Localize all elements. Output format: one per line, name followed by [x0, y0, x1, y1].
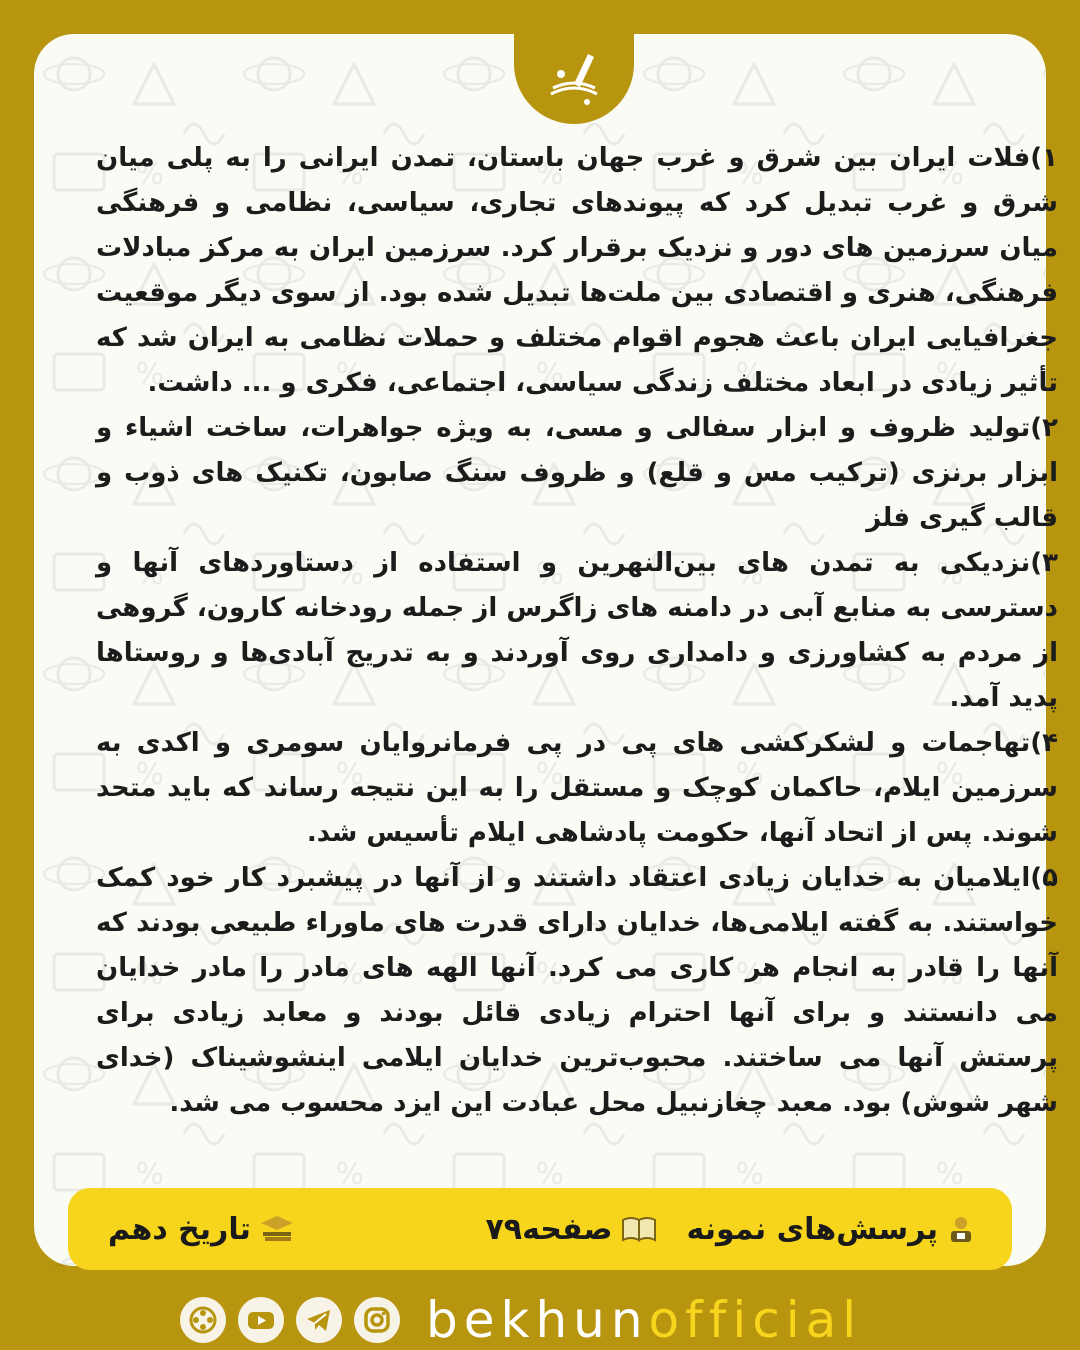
content-card — [34, 34, 1058, 1266]
youtube-icon[interactable] — [238, 1297, 284, 1343]
answer-paragraph-1: ۱)فلات ایران بین شرق و غرب جهان باستان، تمدن ایرانی را به پلی میان شرق و غرب تبدیل کرد که پیوندهای تجاری، سیاسی، نظامی و فرهنگی میان سرزمین های دور و نزدیک برقرار کرد. سرزمین ایران به مرکز مبادلات فرهنگی، هنری و اقتصادی بین ملت‌ها تبدیل شده بود. از سوی دیگر موقعیت جغرافیایی ایران باعث هجوم اقوام مختلف و حملات نظامی به ایران شد که تأثیر زیادی در ابعاد مختلف زندگی سیاسی، اجتماعی، فکری و ... داشت. — [96, 143, 1058, 398]
footer-topic-label: پرسش‌های نمونه — [686, 1211, 938, 1247]
answer-paragraph-5: ۵)ایلامیان به خدایان زیادی اعتقاد داشتند و از آنها در پیشبرد کار خود کمک خواستند. به گفته ایلامی‌ها، خدایان دارای قدرت های ماوراء طبیعی بودند که آنها را قادر به انجام هر کاری می کرد. آنها الهه های مادر را مادر خدایان می دانستند و برای آنها احترام زیادی قائل بودند و معابد زیادی برای پرستش آنها می ساختند. محبوب‌ترین خدایان ایلامی اینشوشیناک (خدای شهر شوش) بود. معبد چغازنبیل محل عبادت این ایزد محسوب می شد. — [96, 863, 1058, 1118]
footer-page — [485, 1212, 656, 1247]
social-bar — [180, 1292, 862, 1348]
footer-page-label: صفحه۷۹ — [485, 1211, 613, 1247]
footer-right-group — [485, 1212, 976, 1247]
answer-paragraph-2: ۲)تولید ظروف و ابزار سفالی و مسی، به ویژه جواهرات، ساخت اشیاء و ابزار برنزی (ترکیب مس و قلع) و ظروف سنگ صابون، تکنیک های ذوب و قالب گیری فلز — [96, 413, 1058, 533]
footer-subject — [108, 1212, 295, 1247]
answer-paragraph-4: ۴)تهاجمات و لشکرکشی های پی در پی فرمانروایان سومری و اکدی به سرزمین ایلام، حاکمان کوچک و مستقل را به این نتیجه رساند که باید متحد شوند. پس از اتحاد آنها، حکومت پادشاهی ایلام تأسیس شد. — [96, 728, 1058, 848]
telegram-icon[interactable] — [296, 1297, 342, 1343]
answers-text — [96, 136, 1058, 1126]
graduation-books-icon — [259, 1214, 295, 1244]
footer-topic — [687, 1212, 976, 1247]
answer-paragraph-3: ۳)نزدیکی به تمدن های بین‌النهرین و استفاده از دستاوردهای آنها و دسترسی به منابع آبی در دامنه های زاگرس از جمله رودخانه کارون، گروهی از مردم به کشاورزی و دامداری روی آوردند و به تدریج آبادی‌ها و روستاها پدید آمد. — [96, 548, 1058, 713]
instagram-icon[interactable] — [354, 1297, 400, 1343]
logo-badge — [514, 34, 634, 124]
brand-handle-part1: bekhun — [426, 1291, 649, 1349]
footer-info-bar — [68, 1188, 1012, 1270]
brand-handle[interactable] — [426, 1292, 862, 1348]
brand-handle-part2: official — [648, 1291, 863, 1349]
book-pen-logo-icon — [539, 44, 609, 114]
footer-subject-label: تاریخ دهم — [108, 1211, 251, 1247]
aparat-icon[interactable] — [180, 1297, 226, 1343]
teacher-icon — [946, 1214, 976, 1244]
open-book-icon — [621, 1214, 657, 1244]
